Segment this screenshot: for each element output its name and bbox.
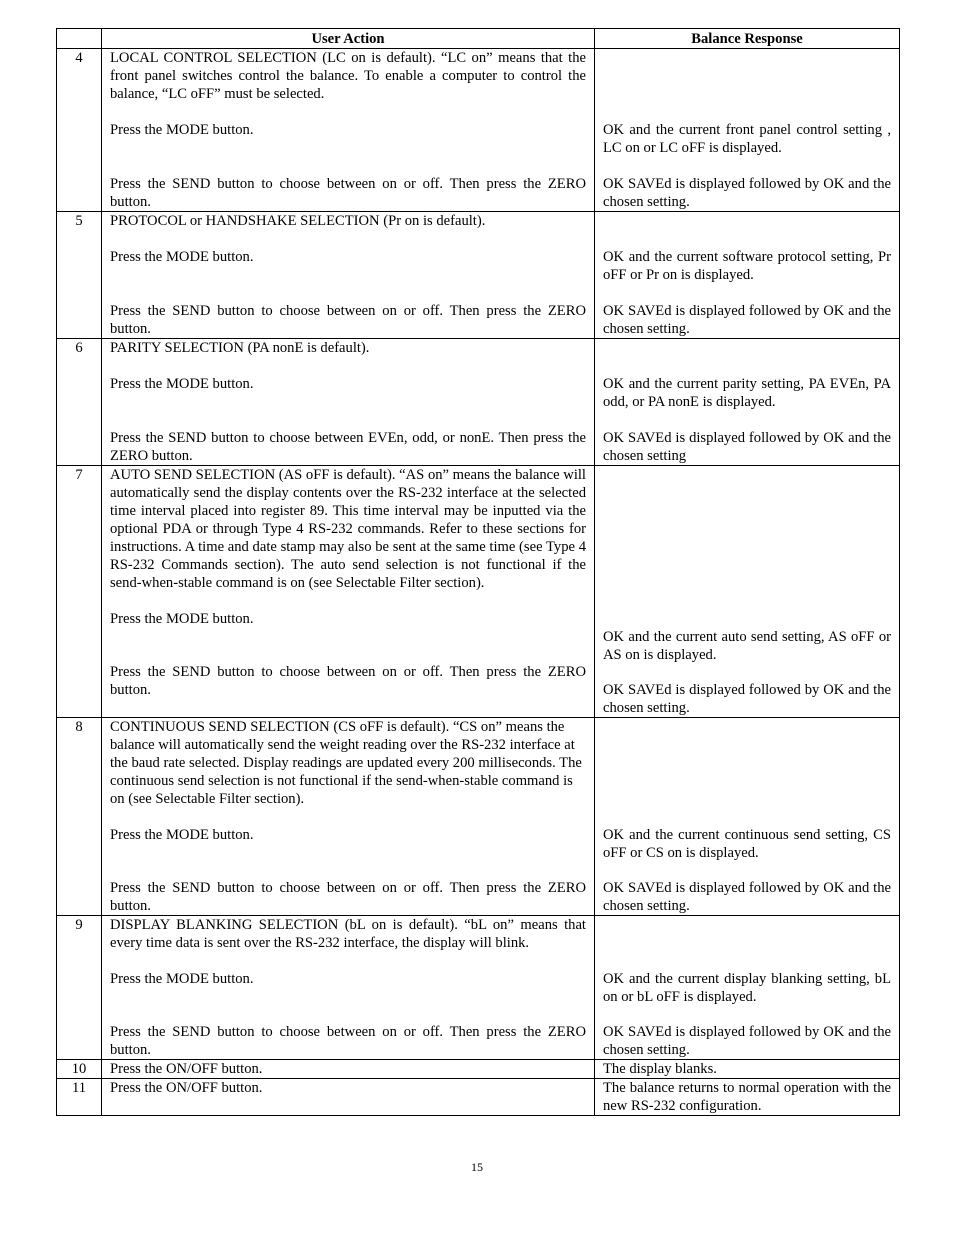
response-text: OK SAVEd is displayed followed by OK and the chosen setting. [603,1024,891,1058]
step-number: 11 [57,1079,102,1116]
balance-response-cell [595,718,900,916]
action-text: Press the SEND button to choose between on or off. Then press the ZERO button. [110,664,586,698]
user-action-cell [102,466,595,718]
response-text: The balance returns to normal operation with the new RS-232 configuration. [603,1080,891,1114]
header-balance-response: Balance Response [595,29,900,49]
step-number: 7 [57,466,102,718]
step-number: 10 [57,1060,102,1079]
action-text: DISPLAY BLANKING SELECTION (bL on is default). “bL on” means that every time data is sent over the RS-232 interface, the display will blink. [110,917,586,951]
user-action-cell [102,212,595,339]
balance-response-cell [595,212,900,339]
action-text: LOCAL CONTROL SELECTION (LC on is default). “LC on” means that the front panel switches control the balance. To enable a computer to control the balance, “LC oFF” must be selected. [110,50,586,102]
response-text: OK SAVEd is displayed followed by OK and the chosen setting. [603,176,891,210]
response-text: OK SAVEd is displayed followed by OK and the chosen setting. [603,682,891,716]
table-row [57,916,900,1060]
action-text: Press the SEND button to choose between on or off. Then press the ZERO button. [110,303,586,337]
step-number: 4 [57,49,102,212]
action-text: CONTINUOUS SEND SELECTION (CS oFF is default). “CS on” means the balance will automatically send the weight reading over the RS-232 interface at the baud rate selected. Display readings are updated every 200 milliseconds. The continuous send selection is not functional if the send-when-stable command is on (see Selectable Filter section). [110,719,582,807]
user-action-cell [102,718,595,916]
action-text: Press the MODE button. [110,611,254,627]
action-text: Press the MODE button. [110,827,254,843]
user-action-cell [102,339,595,466]
table-row [57,49,900,212]
user-action-cell [102,49,595,212]
table-row [57,1079,900,1116]
action-text: PARITY SELECTION (PA nonE is default). [110,340,370,356]
response-text: OK and the current front panel control setting , LC on or LC oFF is displayed. [603,122,891,156]
response-text: OK SAVEd is displayed followed by OK and the chosen setting [603,430,891,464]
user-action-cell [102,1060,595,1079]
step-number: 6 [57,339,102,466]
action-text: Press the SEND button to choose between on or off. Then press the ZERO button. [110,880,586,914]
action-text: AUTO SEND SELECTION (AS oFF is default). “AS on” means the balance will automatically send the display contents over the RS-232 interface at the selected time interval placed into register 89. This time interval may be inputted via the optional PDA or through Type 4 RS-232 commands. Refer to these sections for instructions. A time and date stamp may also be sent at the same time (see Type 4 RS-232 Commands section). The auto send selection is not functional if the send-when-stable command is on (see Selectable Filter section). [110,467,586,591]
action-text: Press the MODE button. [110,376,254,392]
response-text: OK SAVEd is displayed followed by OK and the chosen setting. [603,303,891,337]
balance-response-cell [595,1060,900,1079]
action-text: Press the MODE button. [110,249,254,265]
response-text: OK and the current display blanking setting, bL on or bL oFF is displayed. [603,971,891,1005]
table-row [57,212,900,339]
step-number: 9 [57,916,102,1060]
table-row [57,718,900,916]
response-text: OK and the current parity setting, PA EVEn, PA odd, or PA nonE is displayed. [603,376,891,410]
procedure-table [56,28,900,1116]
action-text: Press the MODE button. [110,971,254,987]
balance-response-cell [595,339,900,466]
response-text: OK and the current software protocol setting, Pr oFF or Pr on is displayed. [603,249,891,283]
step-number: 5 [57,212,102,339]
balance-response-cell [595,466,900,718]
table-row [57,1060,900,1079]
balance-response-cell [595,1079,900,1116]
table-row [57,466,900,718]
action-text: Press the ON/OFF button. [110,1061,263,1077]
header-user-action: User Action [102,29,595,49]
action-text: Press the SEND button to choose between EVEn, odd, or nonE. Then press the ZERO button. [110,430,586,464]
step-number: 8 [57,718,102,916]
action-text: PROTOCOL or HANDSHAKE SELECTION (Pr on is default). [110,213,486,229]
response-text: OK SAVEd is displayed followed by OK and the chosen setting. [603,880,891,914]
response-text: The display blanks. [603,1061,717,1077]
action-text: Press the SEND button to choose between on or off. Then press the ZERO button. [110,1024,586,1058]
page-number: 15 [471,1160,483,1174]
table-header-row [57,29,900,49]
table-row [57,339,900,466]
balance-response-cell [595,49,900,212]
header-step [57,29,102,49]
action-text: Press the SEND button to choose between on or off. Then press the ZERO button. [110,176,586,210]
user-action-cell [102,916,595,1060]
action-text: Press the ON/OFF button. [110,1080,263,1096]
user-action-cell [102,1079,595,1116]
balance-response-cell [595,916,900,1060]
response-text: OK and the current auto send setting, AS oFF or AS on is displayed. [603,629,891,663]
action-text: Press the MODE button. [110,122,254,138]
response-text: OK and the current continuous send setting, CS oFF or CS on is displayed. [603,827,891,861]
